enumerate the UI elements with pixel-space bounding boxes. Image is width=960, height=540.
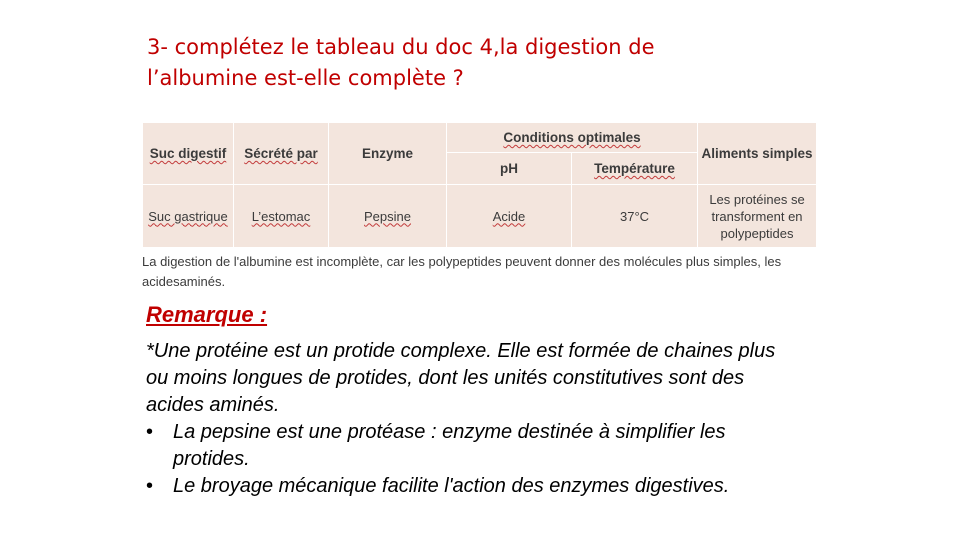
remarque-heading: Remarque : <box>146 302 268 327</box>
digestion-table <box>142 122 817 248</box>
header-conditions-optimales: Conditions optimales <box>447 123 698 153</box>
cell-secrete: L’estomac <box>234 185 329 248</box>
table-conclusion: La digestion de l'albumine est incomplète, car les polypeptides peuvent donner des molécules plus simples, les acidesaminés. <box>142 254 782 289</box>
bullet-text: Le broyage mécanique facilite l'action des enzymes digestives. <box>173 475 730 497</box>
header-enzyme: Enzyme <box>329 123 447 185</box>
header-ph: pH <box>447 153 572 185</box>
cell-suc: Suc gastrique <box>143 185 234 248</box>
header-temperature: Température <box>572 153 698 185</box>
header-suc-digestif: Suc digestif <box>143 123 234 185</box>
bullet-marker: • <box>146 421 154 443</box>
title-line-1: 3- complétez le tableau du doc 4,la digestion de <box>147 35 655 59</box>
cell-enzyme: Pepsine <box>329 185 447 248</box>
bullet-item <box>146 419 796 473</box>
header-aliments-simples: Aliments simples <box>698 123 817 185</box>
page-title <box>147 32 787 94</box>
cell-ph: Acide <box>447 185 572 248</box>
cell-aliments: Les protéines se transforment en polypeptides <box>698 185 817 248</box>
bullet-marker: • <box>146 475 154 497</box>
bullet-item <box>146 473 796 500</box>
doc4-table-image <box>142 122 816 247</box>
cell-temperature: 37°C <box>572 185 698 248</box>
title-line-2: l’albumine est-elle complète ? <box>147 66 464 90</box>
remarque-paragraph: *Une protéine est un protide complexe. Elle est formée de chaines plus ou moins longues de protides, dont les unités constitutives sont des acides aminés. <box>146 340 776 416</box>
bullet-text: La pepsine est une protéase : enzyme destinée à simplifier les protides. <box>173 421 726 470</box>
header-secrete-par: Sécrété par <box>234 123 329 185</box>
remarque-body <box>146 338 796 500</box>
